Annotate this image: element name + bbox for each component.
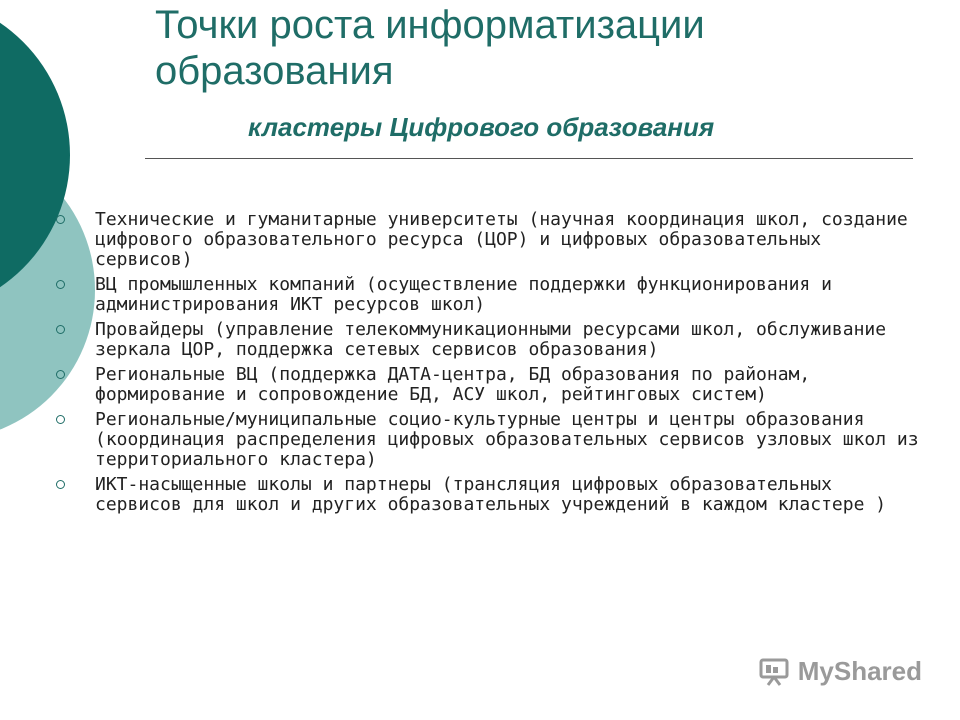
bullet-circle-icon [56,415,65,424]
bullet-list [50,210,920,520]
bullet-item [50,210,920,270]
bullet-text: Технические и гуманитарные университеты (научная координация школ, создание цифрового образовательного ресурса (ЦОР) и цифровых образовательных сервисов) [95,209,908,270]
bullet-text: ВЦ промышленных компаний (осуществление поддержки функционирования и администрирования ИКТ ресурсов школ) [95,274,832,315]
bullet-item [50,275,920,315]
watermark-logo[interactable] [758,656,922,687]
bullet-item [50,320,920,360]
slide-subtitle: кластеры Цифрового образования [248,112,715,142]
title-divider [145,158,913,159]
slide-title: Точки роста информатизации образования [155,3,705,93]
bullet-circle-icon [56,370,65,379]
bullet-circle-icon [56,280,65,289]
bullet-text: ИКТ-насыщенные школы и партнеры (трансляция цифровых образовательных сервисов для школ и других образовательных учреждений в каждом кластере ) [95,474,887,515]
bullet-circle-icon [56,325,65,334]
bullet-item [50,365,920,405]
presentation-board-icon [758,657,792,687]
bullet-item [50,475,920,515]
bullet-text: Провайдеры (управление телекоммуникационными ресурсами школ, обслуживание зеркала ЦОР, поддержка сетевых сервисов образования) [95,319,887,360]
watermark-text: MyShared [797,656,922,686]
bullet-text: Региональные/муниципальные социо-культурные центры и центры образования (координация распределения цифровых образовательных сервисов узловых школ из территориального кластера) [95,409,919,470]
bullet-circle-icon [56,215,65,224]
bullet-text: Региональные ВЦ (поддержка ДАТА-центра, БД образования по районам, формирование и сопровождение БД, АСУ школ, рейтинговых систем) [95,364,811,405]
bullet-circle-icon [56,480,65,489]
bullet-item [50,410,920,470]
